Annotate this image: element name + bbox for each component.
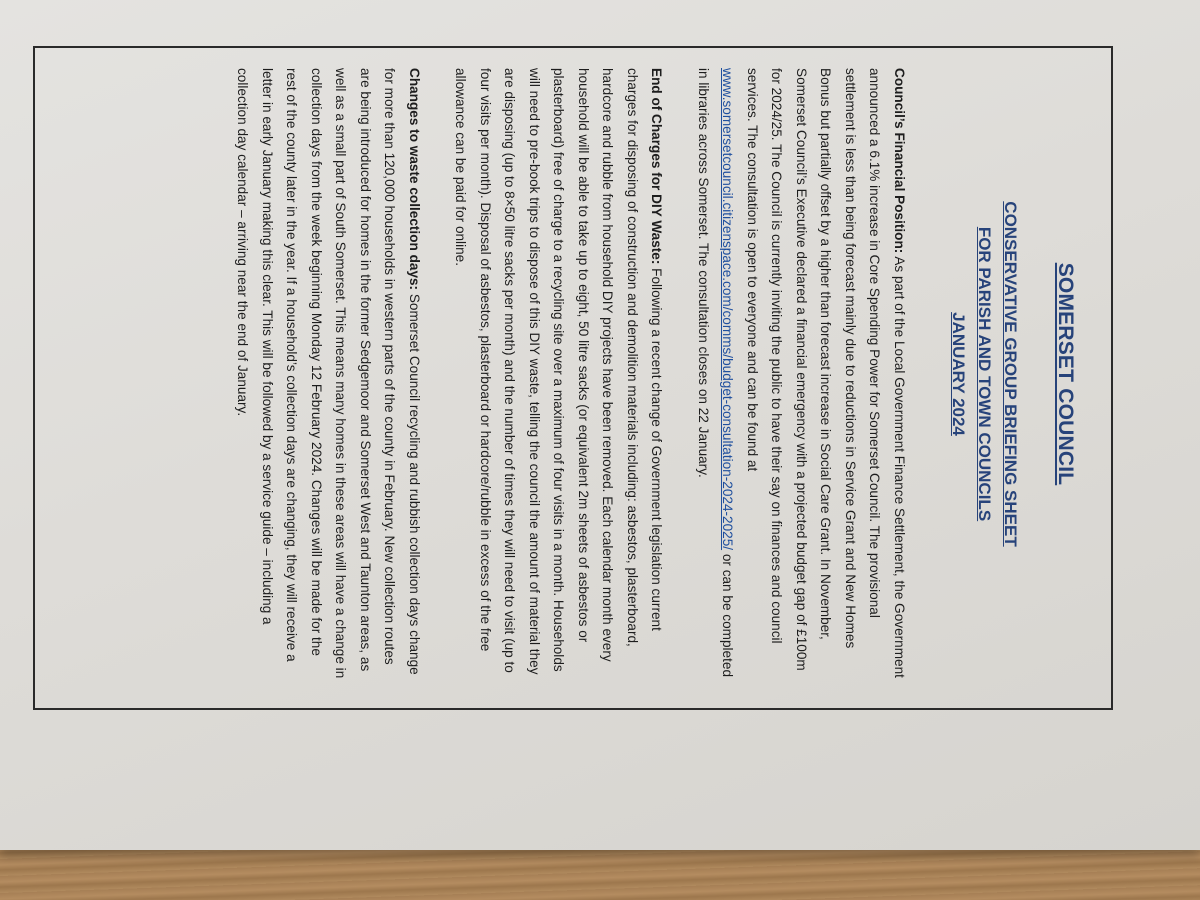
consultation-link[interactable]: www.somersetcouncil.citizenspace.com/comms/budget-consultation-2024-2025/ bbox=[720, 68, 736, 551]
section-text: Somerset Council recycling and rubbish collection days change for more than 120,000 households in western parts of the county in February. New collection routes are being introduced for homes in the former Sedgemoor and Somerset West and Taunton areas, as well as a small part of South Somerset. This means many homes in these areas will have a change in collection days from the week beginning Monday 12 February 2024. Changes will be made for the rest of the county later in the year. If a household’s collection days are changing, they will receive a letter in early January making this clear. This will be followed by a service guide – including a collection day calendar – arriving near the end of January. bbox=[235, 68, 422, 679]
document-subtitle bbox=[945, 68, 1023, 680]
section-text: Following a recent change of Government legislation current charges for disposing of construction and demolition materials including: asbestos, plasterboard, hardcore and rubble from household DIY projects have been removed. Each calendar month every household will be able to take up to eight, 50 litre sacks (or equivalent 2m sheets of asbestos or plasterboard) free of charge to a recycling site over a maximum of four visits in a month. Households will need to pre-book trips to dispose of this DIY waste, telling the council the amount of material they are disposing (up to 8×50 litre sacks per month) and the number of times they will need to visit (up to four visits per month). Disposal of asbestos, plasterboard or hardcore/rubble in excess of the free allowance can be paid for online. bbox=[453, 68, 665, 675]
section-waste-collection bbox=[230, 68, 426, 680]
document-border bbox=[33, 46, 1113, 710]
section-text: As part of the Local Government Finance Settlement, the Government announced a 6.1% increase in Core Spending Power for Somerset Council. The provisional settlement is less than being forecast mainly due to reductions in Service Grant and New Homes Bonus but partially offset by a higher than forecast increase in Social Care Grant. In November, Somerset Council’s Executive declared a financial emergency with a projected budget gap of £100m for 2024/25. The Council is currently inviting the public to have their say on finances and council services. The consultation is open to everyone and can be found at bbox=[745, 68, 907, 678]
document-title: SOMERSET COUNCIL bbox=[1054, 262, 1077, 486]
section-diy-waste bbox=[448, 68, 669, 680]
section-text: or can be completed in libraries across Somerset. The consultation closes on 22 January. bbox=[696, 68, 736, 678]
section-heading: Council’s Financial Position: bbox=[892, 68, 907, 254]
rotated-document-content bbox=[35, 48, 1111, 708]
subtitle-line: FOR PARISH AND TOWN COUNCILS bbox=[975, 226, 994, 522]
section-financial-position bbox=[691, 68, 912, 680]
subtitle-line: CONSERVATIVE GROUP BRIEFING SHEET bbox=[1001, 201, 1020, 547]
section-heading: End of Charges for DIY Waste: bbox=[649, 68, 665, 265]
subtitle-line: JANUARY 2024 bbox=[949, 312, 968, 436]
section-heading: Changes to waste collection days: bbox=[407, 68, 422, 291]
